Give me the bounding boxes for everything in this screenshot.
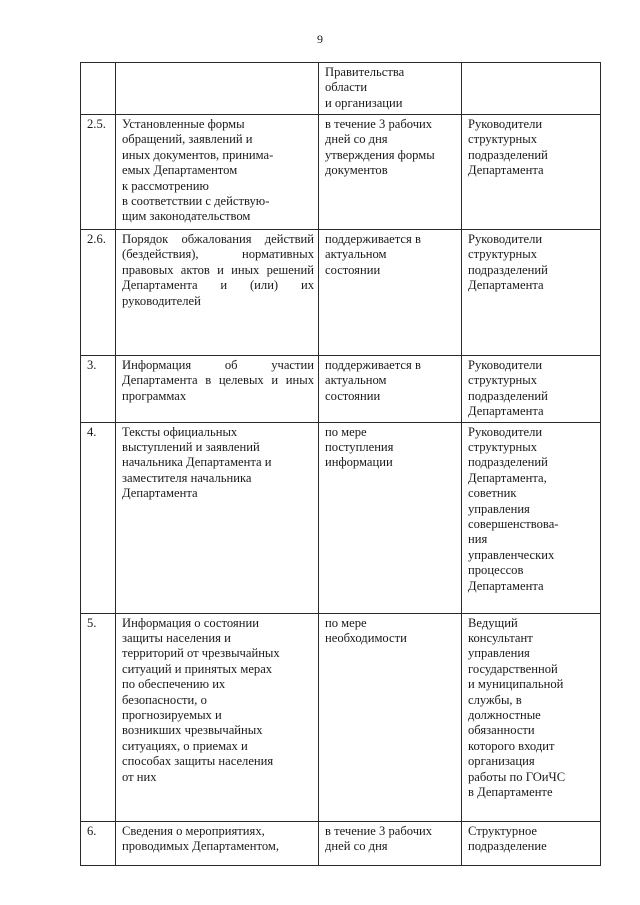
deadline: в течение 3 рабочих дней со дня утверждения формы документов — [319, 115, 462, 230]
info-item: Информация о состоянии защиты населения и территорий от чрезвычайных ситуаций и принятых мерах по обеспечению их безопасности, о прогнозируемых и возникших чрезвычайных ситуациях, о приемах и способах защиты населения от них — [116, 613, 319, 821]
info-item: Установленные формы обращений, заявлений и иных документов, принима- емых Департаментом к рассмотрению в соответствии с действую- щим законодательством — [116, 115, 319, 230]
table-row — [81, 613, 601, 821]
deadline: поддерживается в актуальном состоянии — [319, 230, 462, 356]
responsible — [462, 63, 601, 115]
row-number: 2.5. — [81, 115, 116, 230]
row-number — [81, 63, 116, 115]
page-number: 9 — [317, 32, 323, 46]
table-row — [81, 230, 601, 356]
info-item: Информация об участии Департамента в целевых и иных программах — [116, 356, 319, 423]
deadline: Правительства области и организации — [319, 63, 462, 115]
table-row — [81, 422, 601, 613]
info-item — [116, 63, 319, 115]
row-number: 6. — [81, 821, 116, 865]
row-number: 4. — [81, 422, 116, 613]
info-item: Сведения о мероприятиях, проводимых Департаментом, — [116, 821, 319, 865]
row-number: 5. — [81, 613, 116, 821]
deadline: по мере необходимости — [319, 613, 462, 821]
responsible: Ведущий консультант управления государственной и муниципальной службы, в должностные обязанности которого входит организация работы по ГОиЧС в Департаменте — [462, 613, 601, 821]
table-row — [81, 63, 601, 115]
deadline: по мере поступления информации — [319, 422, 462, 613]
responsible: Руководители структурных подразделений Департамента — [462, 356, 601, 423]
responsible: Руководители структурных подразделений Департамента, советник управления совершенствова- ния управленческих процессов Департамента — [462, 422, 601, 613]
responsible: Руководители структурных подразделений Департамента — [462, 115, 601, 230]
deadline: поддерживается в актуальном состоянии — [319, 356, 462, 423]
info-item: Тексты официальных выступлений и заявлений начальника Департамента и заместителя начальника Департамента — [116, 422, 319, 613]
deadline: в течение 3 рабочих дней со дня — [319, 821, 462, 865]
disclosure-table — [80, 62, 601, 866]
info-item: Порядок обжалования действий (бездействия), нормативных правовых актов и иных решений Департамента и (или) их руководителей — [116, 230, 319, 356]
table-row — [81, 821, 601, 865]
responsible: Руководители структурных подразделений Департамента — [462, 230, 601, 356]
row-number: 2.6. — [81, 230, 116, 356]
table-row — [81, 356, 601, 423]
responsible: Структурное подразделение — [462, 821, 601, 865]
row-number: 3. — [81, 356, 116, 423]
table-row — [81, 115, 601, 230]
